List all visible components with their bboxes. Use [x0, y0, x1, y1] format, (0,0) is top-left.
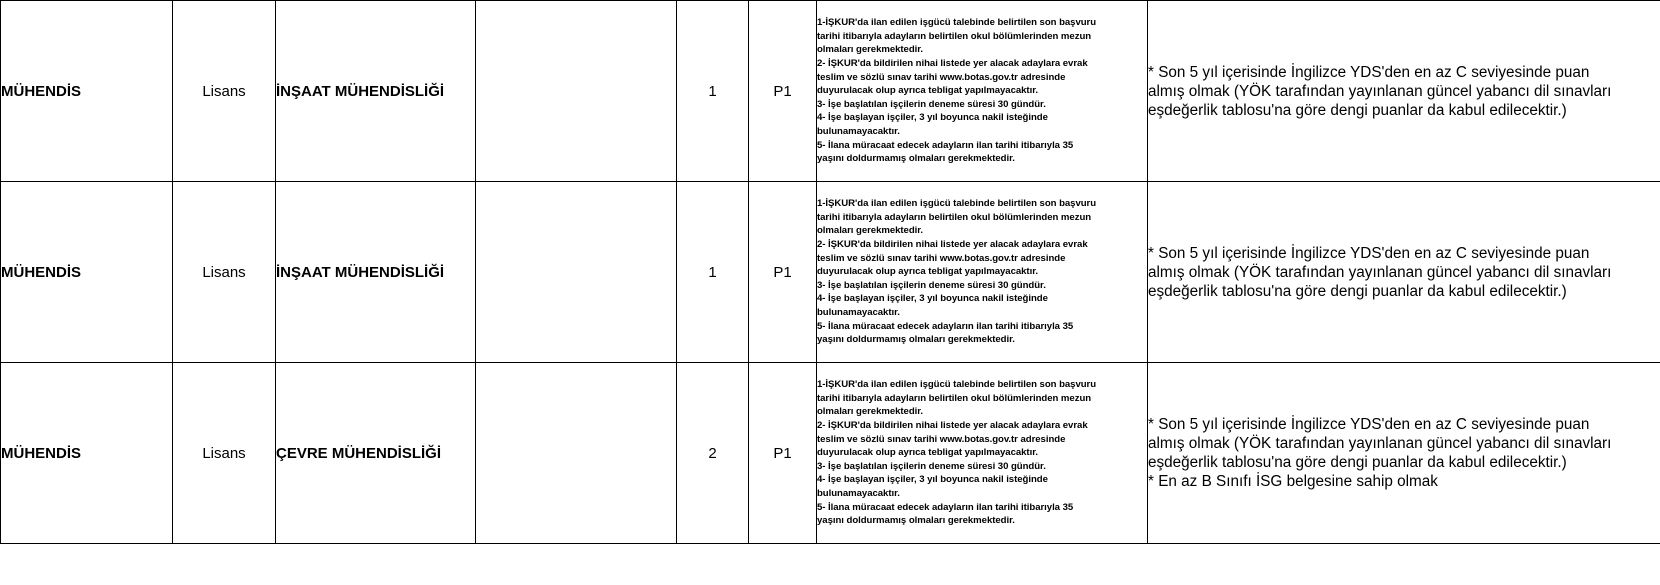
note-line: 1-İŞKUR'da ilan edilen işgücü talebinde belirtilen son başvuru: [817, 198, 1097, 210]
note-line: duyurulacak olup ayrıca tebligat yapılmayacaktır.: [817, 447, 1038, 459]
note-line: 5- İlana müracaat edecek adayların ilan tarihi itibarıyla 35: [817, 139, 1074, 151]
note-line: bulunamayacaktır.: [817, 487, 900, 499]
note-line: 2- İŞKUR'da bildirilen nihai listede yer alacak adaylara evrak: [817, 420, 1088, 432]
table-row: [1, 1, 1660, 182]
note-line: 1-İŞKUR'da ilan edilen işgücü talebinde belirtilen son başvuru: [817, 17, 1097, 29]
note-line: duyurulacak olup ayrıca tebligat yapılmayacaktır.: [817, 85, 1038, 97]
note-line: olmaları gerekmektedir.: [817, 406, 924, 418]
note-line: teslim ve sözlü sınav tarihi www.botas.gov.tr adresinde: [817, 71, 1066, 83]
requirements-cell: [1148, 363, 1660, 544]
position-title-cell: MÜHENDİS: [1, 1, 173, 182]
note-line: 4- İşe başlayan işçiler, 3 yıl boyunca nakil isteğinde: [817, 474, 1048, 486]
note-line: 4- İşe başlayan işçiler, 3 yıl boyunca nakil isteğinde: [817, 112, 1048, 124]
department-cell: İNŞAAT MÜHENDİSLİĞİ: [276, 1, 476, 182]
application-notes-cell: [817, 182, 1148, 363]
note-line: yaşını doldurmamış olmaları gerekmektedir.: [817, 515, 1015, 527]
requirement-line: eşdeğerlik tablosu'na göre dengi puanlar da kabul edilecektir.): [1148, 454, 1567, 471]
requirements-cell: [1148, 1, 1660, 182]
application-notes-cell: [817, 1, 1148, 182]
department-cell: ÇEVRE MÜHENDİSLİĞİ: [276, 363, 476, 544]
requirement-line: eşdeğerlik tablosu'na göre dengi puanlar da kabul edilecektir.): [1148, 282, 1567, 300]
note-line: 4- İşe başlayan işçiler, 3 yıl boyunca nakil isteğinde: [817, 293, 1048, 305]
note-line: 3- İşe başlatılan işçilerin deneme süresi 30 gündür.: [817, 279, 1046, 291]
note-line: tarihi itibarıyla adayların belirtilen okul bölümlerinden mezun: [817, 392, 1092, 404]
requirement-line: * Son 5 yıl içerisinde İngilizce YDS'den en az C seviyesinde puan: [1148, 416, 1590, 433]
table-body: [1, 1, 1660, 544]
empty-cell: [476, 363, 677, 544]
requirement-line: almış olmak (YÖK tarafından yayınlanan güncel yabancı dil sınavları: [1148, 263, 1612, 281]
table-row: [1, 363, 1660, 544]
note-line: teslim ve sözlü sınav tarihi www.botas.gov.tr adresinde: [817, 433, 1066, 445]
note-line: olmaları gerekmektedir.: [817, 225, 924, 237]
note-line: yaşını doldurmamış olmaları gerekmektedir.: [817, 334, 1015, 346]
headcount-cell: 1: [677, 1, 749, 182]
note-line: bulunamayacaktır.: [817, 306, 900, 318]
note-line: 5- İlana müracaat edecek adayların ilan tarihi itibarıyla 35: [817, 501, 1074, 513]
headcount-cell: 1: [677, 182, 749, 363]
application-notes-cell: [817, 363, 1148, 544]
education-level-cell: Lisans: [173, 1, 276, 182]
requirement-line: eşdeğerlik tablosu'na göre dengi puanlar da kabul edilecektir.): [1148, 101, 1567, 119]
note-line: yaşını doldurmamış olmaları gerekmektedir.: [817, 153, 1015, 165]
requirement-line: * Son 5 yıl içerisinde İngilizce YDS'den en az C seviyesinde puan: [1148, 244, 1590, 262]
table-row: [1, 182, 1660, 363]
note-line: olmaları gerekmektedir.: [817, 44, 924, 56]
note-line: bulunamayacaktır.: [817, 125, 900, 137]
empty-cell: [476, 1, 677, 182]
requirement-line: almış olmak (YÖK tarafından yayınlanan güncel yabancı dil sınavları: [1148, 435, 1612, 452]
note-line: tarihi itibarıyla adayların belirtilen okul bölümlerinden mezun: [817, 30, 1092, 42]
position-title-cell: MÜHENDİS: [1, 182, 173, 363]
requirement-line: * En az B Sınıfı İSG belgesine sahip olmak: [1148, 473, 1438, 490]
score-type-cell: P1: [749, 1, 817, 182]
education-level-cell: Lisans: [173, 363, 276, 544]
department-cell: İNŞAAT MÜHENDİSLİĞİ: [276, 182, 476, 363]
note-line: 2- İŞKUR'da bildirilen nihai listede yer alacak adaylara evrak: [817, 58, 1088, 70]
note-line: duyurulacak olup ayrıca tebligat yapılmayacaktır.: [817, 266, 1038, 278]
empty-cell: [476, 182, 677, 363]
score-type-cell: P1: [749, 363, 817, 544]
note-line: 1-İŞKUR'da ilan edilen işgücü talebinde belirtilen son başvuru: [817, 379, 1097, 391]
position-title-cell: MÜHENDİS: [1, 363, 173, 544]
requirement-line: almış olmak (YÖK tarafından yayınlanan güncel yabancı dil sınavları: [1148, 82, 1612, 100]
requirement-line: * Son 5 yıl içerisinde İngilizce YDS'den en az C seviyesinde puan: [1148, 63, 1590, 81]
note-line: 3- İşe başlatılan işçilerin deneme süresi 30 gündür.: [817, 460, 1046, 472]
score-type-cell: P1: [749, 182, 817, 363]
note-line: 3- İşe başlatılan işçilerin deneme süresi 30 gündür.: [817, 98, 1046, 110]
requirements-cell: [1148, 182, 1660, 363]
headcount-cell: 2: [677, 363, 749, 544]
education-level-cell: Lisans: [173, 182, 276, 363]
note-line: 2- İŞKUR'da bildirilen nihai listede yer alacak adaylara evrak: [817, 239, 1088, 251]
note-line: 5- İlana müracaat edecek adayların ilan tarihi itibarıyla 35: [817, 320, 1074, 332]
note-line: teslim ve sözlü sınav tarihi www.botas.gov.tr adresinde: [817, 252, 1066, 264]
note-line: tarihi itibarıyla adayların belirtilen okul bölümlerinden mezun: [817, 211, 1092, 223]
